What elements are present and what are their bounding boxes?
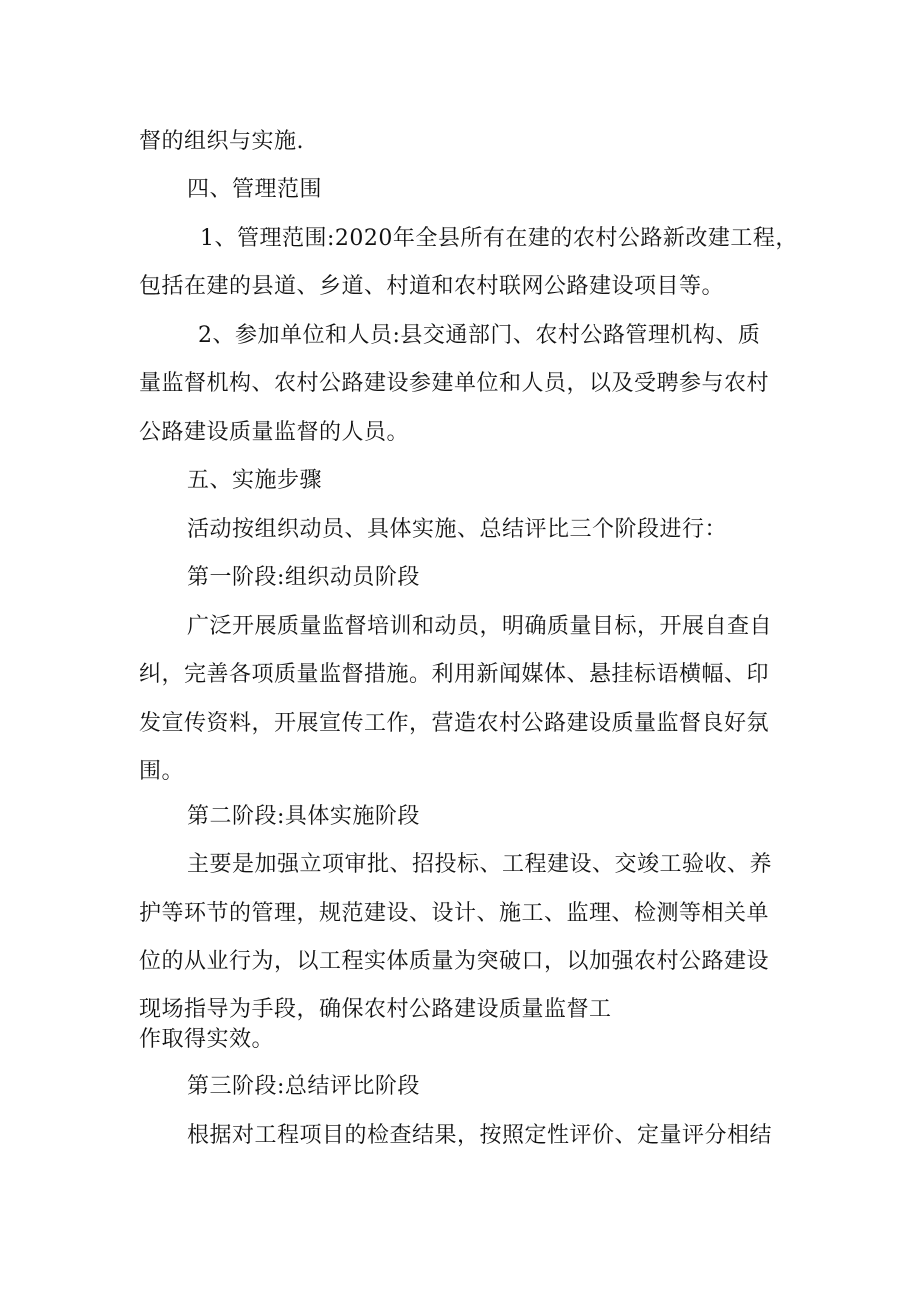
paragraph-line: 纠，完善各项质量监督措施。利用新闻媒体、悬挂标语横幅、印 <box>139 662 770 687</box>
paragraph-line: 广泛开展质量监督培训和动员，明确质量目标，开展自查自 <box>187 614 773 639</box>
paragraph-line: 发宣传资料，开展宣传工作，营造农村公路建设质量监督良好氛 <box>139 711 770 736</box>
paragraph-line: 主要是加强立项审批、招投标、工程建设、交竣工验收、养 <box>187 852 773 877</box>
paragraph-line: 公路建设质量监督的人员。 <box>139 420 410 445</box>
paragraph-line: 根据对工程项目的检查结果，按照定性评价、定量评分相结 <box>187 1123 773 1148</box>
paragraph-line: 位的从业行为，以工程实体质量为突破口，以加强农村公路建设 <box>139 949 770 974</box>
paragraph-line: 量监督机构、农村公路建设参建单位和人员，以及受聘参与农村 <box>139 371 770 396</box>
stage-heading: 第三阶段:总结评比阶段 <box>187 1074 420 1099</box>
section-heading: 五、实施步骤 <box>187 468 323 493</box>
paragraph-line: 1、管理范围:2020年全县所有在建的农村公路新改建工程， <box>200 226 798 251</box>
section-heading: 四、管理范围 <box>187 177 323 202</box>
paragraph-line: 作取得实效。 <box>139 1027 275 1052</box>
paragraph-line: 督的组织与实施. <box>139 129 304 154</box>
stage-heading: 第二阶段:具体实施阶段 <box>187 804 420 829</box>
paragraph-line: 围。 <box>139 759 185 784</box>
stage-heading: 第一阶段:组织动员阶段 <box>187 565 420 590</box>
paragraph-line: 包括在建的县道、乡道、村道和农村联网公路建设项目等。 <box>139 274 725 299</box>
paragraph-line: 护等环节的管理，规范建设、设计、施工、监理、检测等相关单 <box>139 901 770 926</box>
paragraph-line: 2、参加单位和人员:县交通部门、农村公路管理机构、质 <box>198 323 761 348</box>
paragraph-line: 现场指导为手段，确保农村公路建设质量监督工 <box>139 997 612 1022</box>
paragraph-line: 活动按组织动员、具体实施、总结评比三个阶段进行： <box>187 517 728 542</box>
